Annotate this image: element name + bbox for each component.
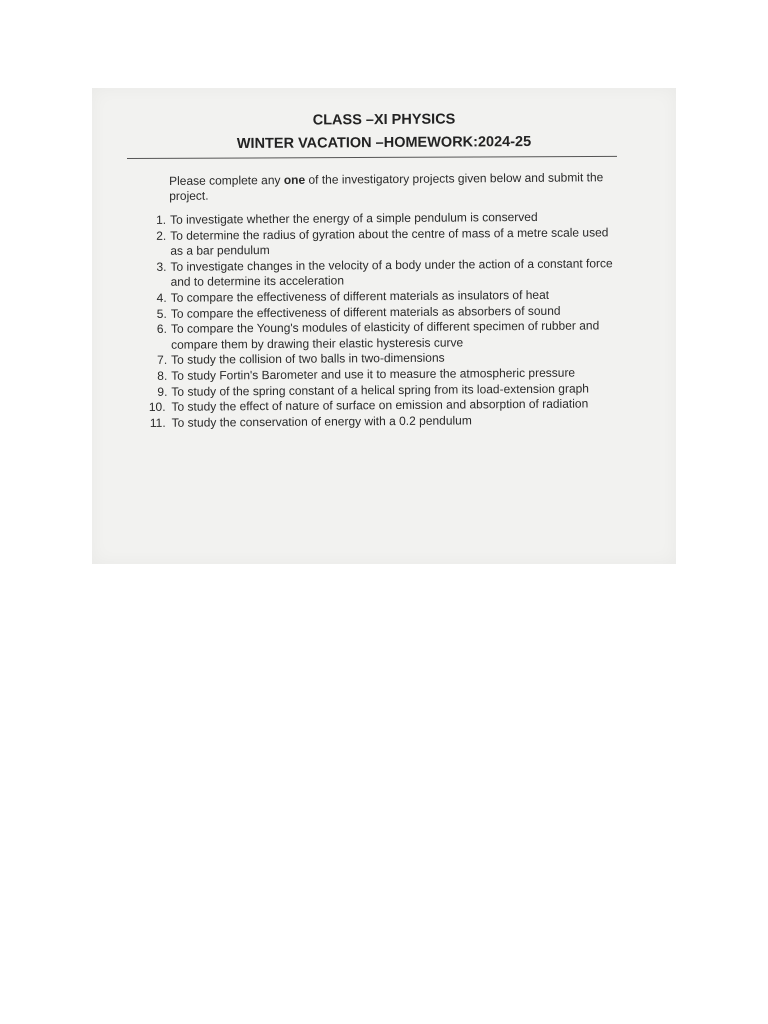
item-text: To study the effect of nature of surface on emission and absorption of radiation xyxy=(171,396,589,414)
list-item xyxy=(142,225,622,260)
item-number: 11. xyxy=(149,415,166,430)
item-number: 3. xyxy=(156,259,167,274)
item-number: 5. xyxy=(156,306,167,321)
item-text: To determine the radius of gyration about the centre of mass of a metre scale used as a bar pendulum xyxy=(170,224,609,258)
item-text: To compare the Young's modules of elasticity of different specimen of rubber and compare them by drawing their elastic hysteresis curve xyxy=(170,318,600,352)
list-item xyxy=(142,256,622,291)
item-number: 2. xyxy=(156,228,167,243)
scanned-document xyxy=(92,88,676,564)
item-number: 1. xyxy=(155,212,167,227)
instructions-text-start: Please complete any xyxy=(169,172,284,188)
document-title: CLASS –XI PHYSICS xyxy=(312,111,456,129)
item-number: 4. xyxy=(156,290,167,305)
instructions xyxy=(169,170,629,204)
header-divider xyxy=(127,156,617,159)
item-number: 8. xyxy=(157,368,168,383)
item-number: 10. xyxy=(148,399,166,415)
item-text: To study the collision of two balls in two-dimensions xyxy=(171,350,445,368)
item-number: 6. xyxy=(156,321,167,337)
list-item xyxy=(143,318,623,353)
item-text: To study the conservation of energy with a 0.2 pendulum xyxy=(171,413,472,430)
item-text: To investigate whether the energy of a simple pendulum is conserved xyxy=(169,209,538,227)
item-text: To study Fortin's Barometer and use it to measure the atmospheric pressure xyxy=(171,365,576,383)
item-number: 7. xyxy=(157,353,168,368)
list-item xyxy=(144,412,624,431)
item-text: To compare the effectiveness of different materials as absorbers of sound xyxy=(170,303,561,321)
project-list xyxy=(142,209,624,431)
instructions-text-end: of the investigatory projects given below and submit the project. xyxy=(169,170,604,203)
instructions-emphasis: one xyxy=(283,172,306,187)
item-text: To compare the effectiveness of different materials as insulators of heat xyxy=(170,287,550,305)
item-text: To study of the spring constant of a helical spring from its load-extension graph xyxy=(171,381,590,399)
item-text: To investigate changes in the velocity of a body under the action of a constant force and to determine its acceleration xyxy=(170,256,613,290)
document-subtitle: WINTER VACATION –HOMEWORK:2024-25 xyxy=(236,133,532,153)
item-number: 9. xyxy=(157,384,168,399)
